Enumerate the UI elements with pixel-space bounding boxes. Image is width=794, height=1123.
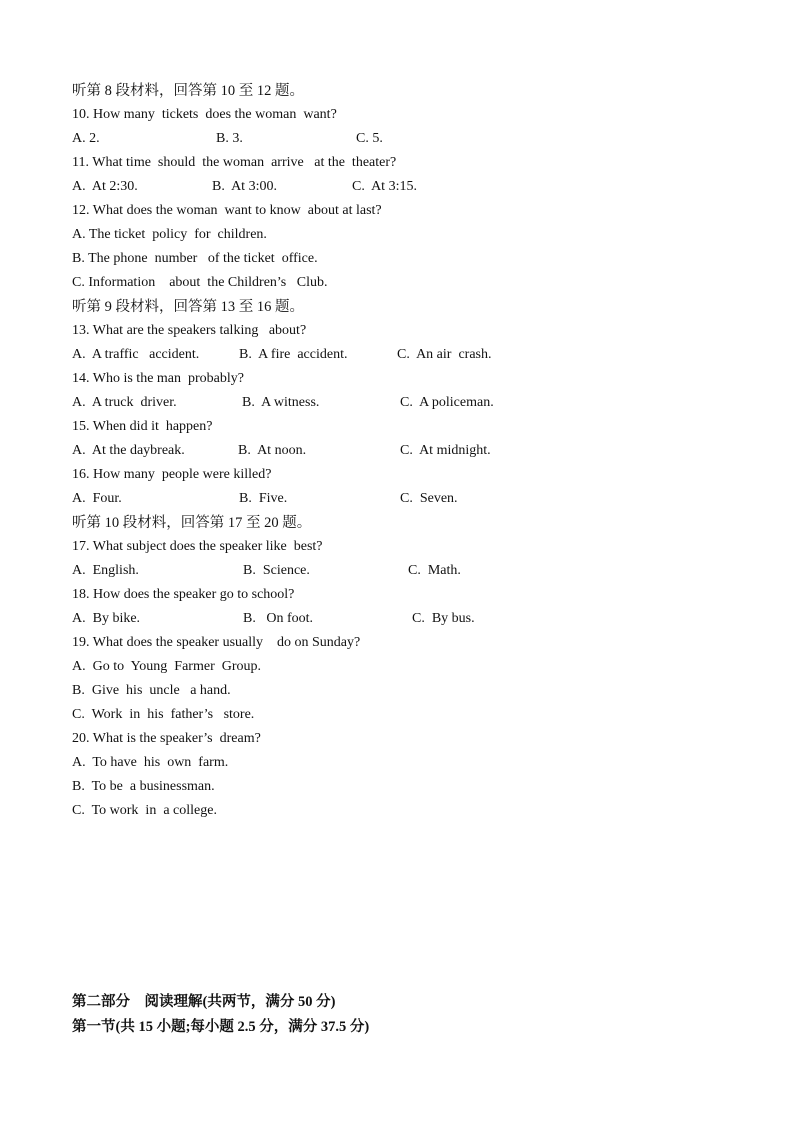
question-14: 14. Who is the man probably? xyxy=(72,371,244,386)
section-heading-10: 听第 10 段材料，回答第 17 至 20 题。 xyxy=(72,515,312,531)
option-a: A. By bike. xyxy=(72,611,141,626)
option-a: A. To have his own farm. xyxy=(72,755,229,770)
options-row-16 xyxy=(0,489,794,509)
option-b: B. Five. xyxy=(239,491,288,506)
option-a: A. At 2:30. xyxy=(72,179,138,194)
question-19: 19. What does the speaker usually do on Sunday? xyxy=(72,635,361,650)
options-row-18 xyxy=(0,609,794,629)
part-two-subtitle: 第一节(共 15 小题;每小题 2.5 分，满分 37.5 分) xyxy=(72,1019,370,1035)
question-17: 17. What subject does the speaker like best? xyxy=(72,539,323,554)
option-c: C. By bus. xyxy=(412,611,475,626)
option-a: A. The ticket policy for children. xyxy=(72,227,267,242)
option-b: B. At noon. xyxy=(238,443,307,458)
options-row-17 xyxy=(0,561,794,581)
question-12: 12. What does the woman want to know about at last? xyxy=(72,203,382,218)
option-c: C. To work in a college. xyxy=(72,803,217,818)
question-15: 15. When did it happen? xyxy=(72,419,213,434)
option-b: B. Give his uncle a hand. xyxy=(72,683,231,698)
option-c: C. A policeman. xyxy=(400,395,494,410)
option-b: B. Science. xyxy=(243,563,310,578)
option-b: B. On foot. xyxy=(243,611,313,626)
option-a: A. At the daybreak. xyxy=(72,443,185,458)
question-13: 13. What are the speakers talking about? xyxy=(72,323,307,338)
options-row-14 xyxy=(0,393,794,413)
option-c: C. 5. xyxy=(356,131,383,146)
question-10: 10. How many tickets does the woman want? xyxy=(72,107,337,122)
option-a: A. A traffic accident. xyxy=(72,347,200,362)
option-a: A. 2. xyxy=(72,131,100,146)
option-a: A. Four. xyxy=(72,491,122,506)
section-heading-9: 听第 9 段材料，回答第 13 至 16 题。 xyxy=(72,299,304,315)
question-18: 18. How does the speaker go to school? xyxy=(72,587,295,602)
options-row-13 xyxy=(0,345,794,365)
option-b: B. At 3:00. xyxy=(212,179,277,194)
section-heading-8: 听第 8 段材料，回答第 10 至 12 题。 xyxy=(72,83,304,99)
option-b: B. The phone number of the ticket office. xyxy=(72,251,318,266)
option-c: C. Seven. xyxy=(400,491,458,506)
option-b: B. 3. xyxy=(216,131,243,146)
option-c: C. At midnight. xyxy=(400,443,491,458)
option-c: C. Math. xyxy=(408,563,461,578)
question-11: 11. What time should the woman arrive at the theater? xyxy=(72,155,397,170)
option-b: B. A witness. xyxy=(242,395,320,410)
option-a: A. English. xyxy=(72,563,139,578)
options-row-11 xyxy=(0,177,794,197)
option-b: B. To be a businessman. xyxy=(72,779,215,794)
question-20: 20. What is the speaker’s dream? xyxy=(72,731,261,746)
option-b: B. A fire accident. xyxy=(239,347,348,362)
option-a: A. Go to Young Farmer Group. xyxy=(72,659,261,674)
question-16: 16. How many people were killed? xyxy=(72,467,272,482)
option-c: C. An air crash. xyxy=(397,347,492,362)
part-two-title: 第二部分 阅读理解(共两节，满分 50 分) xyxy=(72,994,336,1010)
option-c: C. Work in his father’s store. xyxy=(72,707,255,722)
options-row-15 xyxy=(0,441,794,461)
option-c: C. Information about the Children’s Club. xyxy=(72,275,328,290)
options-row-10 xyxy=(0,129,794,149)
option-c: C. At 3:15. xyxy=(352,179,417,194)
option-a: A. A truck driver. xyxy=(72,395,177,410)
